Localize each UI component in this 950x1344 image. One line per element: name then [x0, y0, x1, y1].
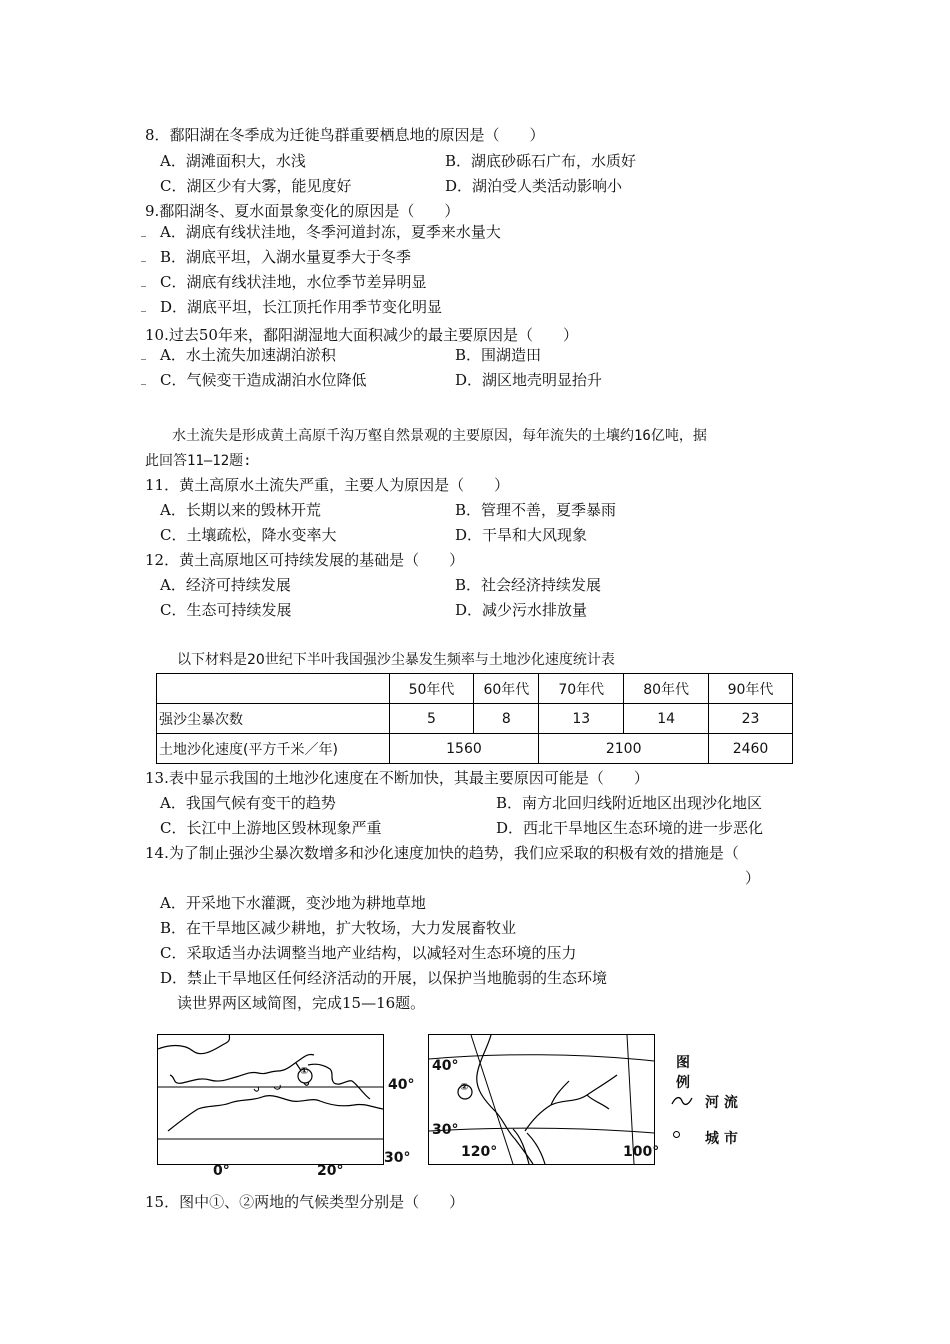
- table-caption: 以下材料是20世纪下半叶我国强沙尘暴发生频率与土地沙化速度统计表: [177, 652, 615, 668]
- legend-title-1: 图: [676, 1055, 690, 1071]
- latitude-line: [429, 1055, 654, 1061]
- q13-stem: 13.表中显示我国的土地沙化速度在不断加快，其最主要原因可能是（ ）: [145, 769, 649, 787]
- q11-option-d: D．干旱和大风现象: [455, 526, 588, 544]
- table-cell: 1560: [389, 734, 539, 764]
- table-header-cell: 70年代: [539, 674, 624, 704]
- q8-stem: 8．鄱阳湖在冬季成为迁徙鸟群重要栖息地的原因是（ ）: [145, 126, 545, 144]
- q10-stem: 10.过去50年来，鄱阳湖湿地大面积减少的最主要原因是（ ）: [145, 326, 578, 344]
- q10-option-d: D．湖区地壳明显抬升: [455, 371, 603, 389]
- left-lat-30-label: 30°: [384, 1150, 411, 1166]
- right-lat-40-label: 40°: [432, 1058, 459, 1074]
- table-header-cell: 80年代: [624, 674, 709, 704]
- q14-option-a: A．开采地下水灌溉，变沙地为耕地草地: [160, 894, 426, 912]
- q12-stem: 12．黄土高原地区可持续发展的基础是（ ）: [145, 551, 465, 569]
- island: [254, 1087, 259, 1091]
- table-cell: 13: [539, 704, 624, 734]
- table-header-cell: 50年代: [389, 674, 474, 704]
- q11-option-c: C．土壤疏松，降水变率大: [160, 526, 337, 544]
- table-row: [157, 704, 793, 734]
- q8-option-a: A．湖滩面积大，水浅: [160, 152, 306, 170]
- table-row-label: 强沙尘暴次数: [157, 704, 390, 734]
- margin-mark: [141, 359, 146, 360]
- q9-option-b: B．湖底平坦，入湖水量夏季大于冬季: [160, 248, 412, 266]
- q12-option-d: D．减少污水排放量: [455, 601, 588, 619]
- q14-stem: 14.为了制止强沙尘暴次数增多和沙化速度加快的趋势，我们应采取的积极有效的措施是（: [145, 844, 739, 862]
- table-cell: 14: [624, 704, 709, 734]
- q9-option-c: C．湖底有线状洼地，水位季节差异明显: [160, 273, 427, 291]
- q9-option-a: A．湖底有线状洼地，冬季河道封冻，夏季来水量大: [160, 223, 501, 241]
- margin-mark: [141, 384, 146, 385]
- q13-option-b: B．南方北回归线附近地区出现沙化地区: [496, 794, 763, 812]
- latitude-line: [429, 1128, 654, 1133]
- map-intro: 读世界两区域简图，完成15—16题。: [177, 994, 426, 1012]
- river-legend-icon: [670, 1094, 694, 1108]
- legend-city-label: 城 市: [705, 1131, 738, 1147]
- table-cell: 8: [474, 704, 539, 734]
- q14-option-b: B．在干旱地区减少耕地，扩大牧场，大力发展畜牧业: [160, 919, 517, 937]
- table-cell: 5: [389, 704, 474, 734]
- legend-title-2: 例: [676, 1075, 690, 1091]
- table-cell: 23: [709, 704, 793, 734]
- table-header-row: [157, 674, 793, 704]
- q13-option-c: C．长江中上游地区毁林现象严重: [160, 819, 382, 837]
- q14-option-d: D．禁止干旱地区任何经济活动的开展，以保护当地脆弱的生态环境: [160, 969, 608, 987]
- right-lon-120-label: 120°: [461, 1144, 498, 1160]
- q15-stem: 15．图中①、②两地的气候类型分别是（ ）: [145, 1193, 465, 1211]
- coastline: [168, 1096, 383, 1131]
- q12-option-b: B．社会经济持续发展: [455, 576, 602, 594]
- coastline: [170, 1054, 314, 1083]
- coastline: [308, 1064, 370, 1099]
- q10-option-b: B．围湖造田: [455, 346, 542, 364]
- legend-river-label: 河 流: [705, 1095, 738, 1111]
- q12-option-a: A．经济可持续发展: [160, 576, 291, 594]
- location-1-label: ①: [300, 1066, 309, 1077]
- loess-intro-line1: 水土流失是形成黄土高原千沟万壑自然景观的主要原因，每年流失的土壤约16亿吨，据: [172, 428, 707, 444]
- q9-option-d: D．湖底平坦，长江顶托作用季节变化明显: [160, 298, 443, 316]
- table-row-label: 土地沙化速度(平方千米／年): [157, 734, 390, 764]
- q11-stem: 11．黄土高原水土流失严重，主要人为原因是（ ）: [145, 476, 510, 494]
- right-lat-30-label: 30°: [432, 1122, 459, 1138]
- margin-mark: [141, 286, 146, 287]
- q11-option-b: B．管理不善，夏季暴雨: [455, 501, 617, 519]
- q13-option-a: A．我国气候有变干的趋势: [160, 794, 336, 812]
- left-map-drawing: [158, 1035, 383, 1164]
- loess-intro-line2: 此回答11—12题:: [145, 453, 252, 469]
- margin-mark: [141, 236, 146, 237]
- city-legend-icon: [673, 1131, 680, 1138]
- q10-option-c: C．气候变干造成湖泊水位降低: [160, 371, 367, 389]
- statistics-table: [156, 673, 793, 764]
- table-header-cell: 90年代: [709, 674, 793, 704]
- left-lon-20-label: 20°: [317, 1163, 344, 1179]
- q14-option-c: C．采取适当办法调整当地产业结构，以减轻对生态环境的压力: [160, 944, 577, 962]
- margin-mark: [141, 311, 146, 312]
- table-cell: 2460: [709, 734, 793, 764]
- river: [525, 1075, 617, 1131]
- table-row: [157, 734, 793, 764]
- q12-option-c: C．生态可持续发展: [160, 601, 292, 619]
- q8-option-c: C．湖区少有大雾，能见度好: [160, 177, 352, 195]
- q13-option-d: D．西北干旱地区生态环境的进一步恶化: [496, 819, 764, 837]
- q9-stem: 9.鄱阳湖冬、夏水面景象变化的原因是（ ）: [145, 202, 460, 220]
- q14-stem-end: ）: [745, 869, 761, 887]
- left-region-map: [157, 1034, 384, 1165]
- river: [587, 1095, 609, 1109]
- q8-option-d: D．湖泊受人类活动影响小: [445, 177, 623, 195]
- q8-option-b: B．湖底砂砾石广布，水质好: [445, 152, 637, 170]
- table-header-cell: 60年代: [474, 674, 539, 704]
- location-2-label: ②: [460, 1082, 469, 1093]
- q11-option-a: A．长期以来的毁林开荒: [160, 501, 321, 519]
- table-header-cell: [157, 674, 390, 704]
- left-lon-0-label: 0°: [213, 1163, 230, 1179]
- q10-option-a: A．水土流失加速湖泊淤积: [160, 346, 336, 364]
- right-lon-100-label: 100°: [623, 1144, 660, 1160]
- coastline: [158, 1035, 230, 1054]
- left-lat-40-label: 40°: [388, 1077, 415, 1093]
- table-cell: 2100: [539, 734, 709, 764]
- margin-mark: [141, 261, 146, 262]
